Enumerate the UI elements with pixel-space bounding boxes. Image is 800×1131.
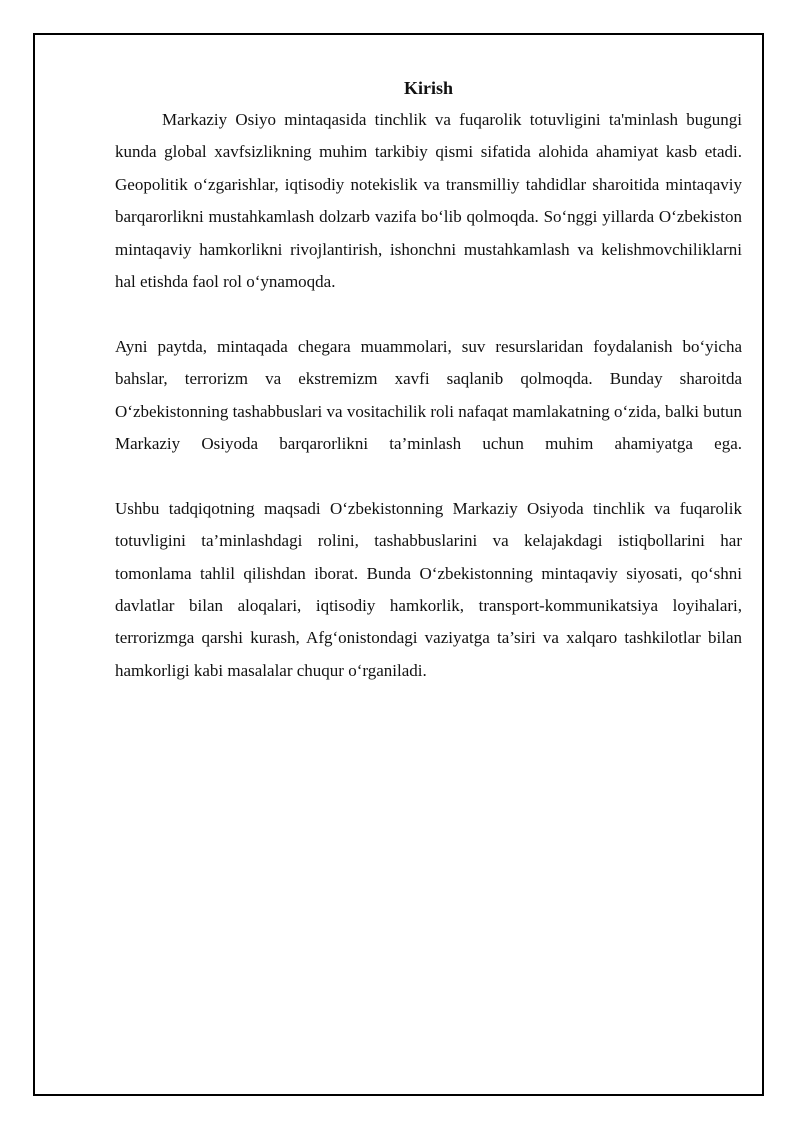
paragraph-research-goal: Ushbu tadqiqotning maqsadi O‘zbekistonning Markaziy Osiyoda tinchlik va fuqarolik totuvligini ta’minlashdagi rolini, tashabbuslarini va kelajakdagi istiqbollarini har tomonlama tahlil qilishdan iborat. Bunda O‘zbekistonning mintaqaviy siyosati, qo‘shni davlatlar bilan aloqalari, iqtisodiy hamkorlik, transport-kommunikatsiya loyihalari, terrorizmga qarshi kurash, Afg‘onistondagi vaziyatga ta’siri va xalqaro tashkilotlar bilan hamkorligi kabi masalalar chuqur o‘rganiladi. xyxy=(115,498,742,680)
section-title: Kirish xyxy=(403,78,453,98)
paragraph-intro: Markaziy Osiyo mintaqasida tinchlik va fuqarolik totuvligini ta'minlash bugungi kunda global xavfsizlikning muhim tarkibiy qismi sifatida alohida ahamiyat kasb etadi. Geopolitik o‘zgarishlar, iqtisodiy notekislik va transmilliy tahdidlar sharoitida mintaqaviy barqarorlikni mustahkamlash dolzarb vazifa bo‘lib qolmoqda. So‘nggi yillarda O‘zbekiston mintaqaviy hamkorlikni rivojlantirish, ishonchni mustahkamlash va kelishmovchiliklarni hal etishda faol rol o‘ynamoqda. xyxy=(115,110,742,292)
paragraph-gap xyxy=(115,460,742,492)
document-body xyxy=(115,76,742,687)
paragraph-challenges: Ayni paytda, mintaqada chegara muammolari, suv resurslaridan foydalanish bo‘yicha bahslar, terrorizm va ekstremizm xavfi saqlanib qolmoqda. Bunday sharoitda O‘zbekistonning tashabbuslari va vositachilik roli nafaqat mamlakatning o‘zida, balki butun Markaziy Osiyoda barqarorlikni ta’minlash uchun muhim ahamiyatga ega. xyxy=(115,336,742,454)
paragraph-gap xyxy=(115,298,742,330)
